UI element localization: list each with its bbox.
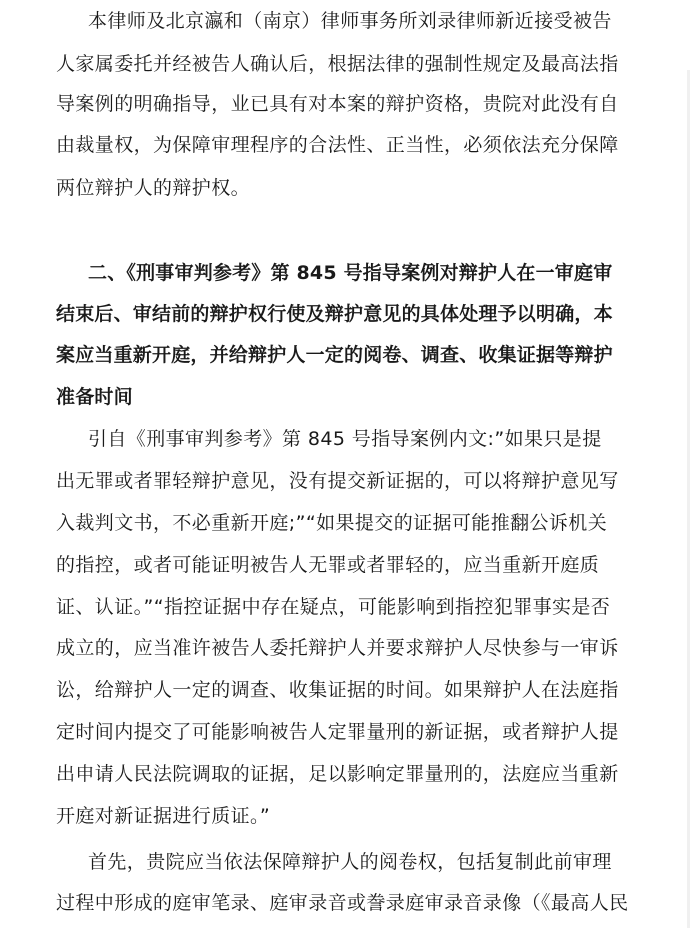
paragraph-1-line: 两位辩护人的辩护权。 [56,177,251,199]
paragraph-2-line: 引自《刑事审判参考》第 845 号指导案例内文:”如果只是提 [88,428,602,450]
paragraph-1-line: 本律师及北京瀛和（南京）律师事务所刘录律师新近接受被告 [88,10,612,32]
paragraph-2-line: 定时间内提交了可能影响被告人定罪量刑的新证据，或者辩护人提 [56,721,619,743]
paragraph-2-line: 证、认证。”“指控证据中存在疑点，可能影响到指控犯罪事实是否 [56,596,611,618]
paragraph-3-line: 首先，贵院应当依法保障辩护人的阅卷权，包括复制此前审理 [88,851,612,873]
section-heading-line: 二、《刑事审判参考》第 845 号指导案例对辩护人在一审庭审 [88,262,613,284]
section-heading-line: 准备时间 [56,386,133,408]
paragraph-2-line: 讼，给辩护人一定的调查、收集证据的时间。如果辩护人在法庭指 [56,679,619,701]
section-heading-line: 案应当重新开庭，并给辩护人一定的阅卷、调查、收集证据等辩护 [56,344,613,366]
paragraph-1-line: 导案例的明确指导，业已具有对本案的辩护资格，贵院对此没有自 [56,93,619,115]
paragraph-3-line: 过程中形成的庭审笔录、庭审录音或誊录庭审录音录像（《最高人民 [56,892,629,914]
paragraph-1-line: 由裁量权，为保障审理程序的合法性、正当性，必须依法充分保障 [56,134,619,156]
paragraph-2-line: 出无罪或者罪轻辩护意见，没有提交新证据的，可以将辩护意见写 [56,470,619,492]
paragraph-2-line: 入裁判文书，不必重新开庭;”“如果提交的证据可能推翻公诉机关 [56,512,608,534]
paragraph-2-line: 出申请人民法院调取的证据，足以影响定罪量刑的，法庭应当重新 [56,763,619,785]
paragraph-2-line: 的指控，或者可能证明被告人无罪或者罪轻的，应当重新开庭质 [56,554,600,576]
section-heading-line: 结束后、审结前的辩护权行使及辩护意见的具体处理予以明确，本 [56,303,613,325]
paragraph-1-line: 人家属委托并经被告人确认后，根据法律的强制性规定及最高法指 [56,53,619,75]
paragraph-2-line: 开庭对新证据进行质证。” [56,805,271,827]
paragraph-2-line: 成立的，应当准许被告人委托辩护人并要求辩护人尽快参与一审诉 [56,637,619,659]
